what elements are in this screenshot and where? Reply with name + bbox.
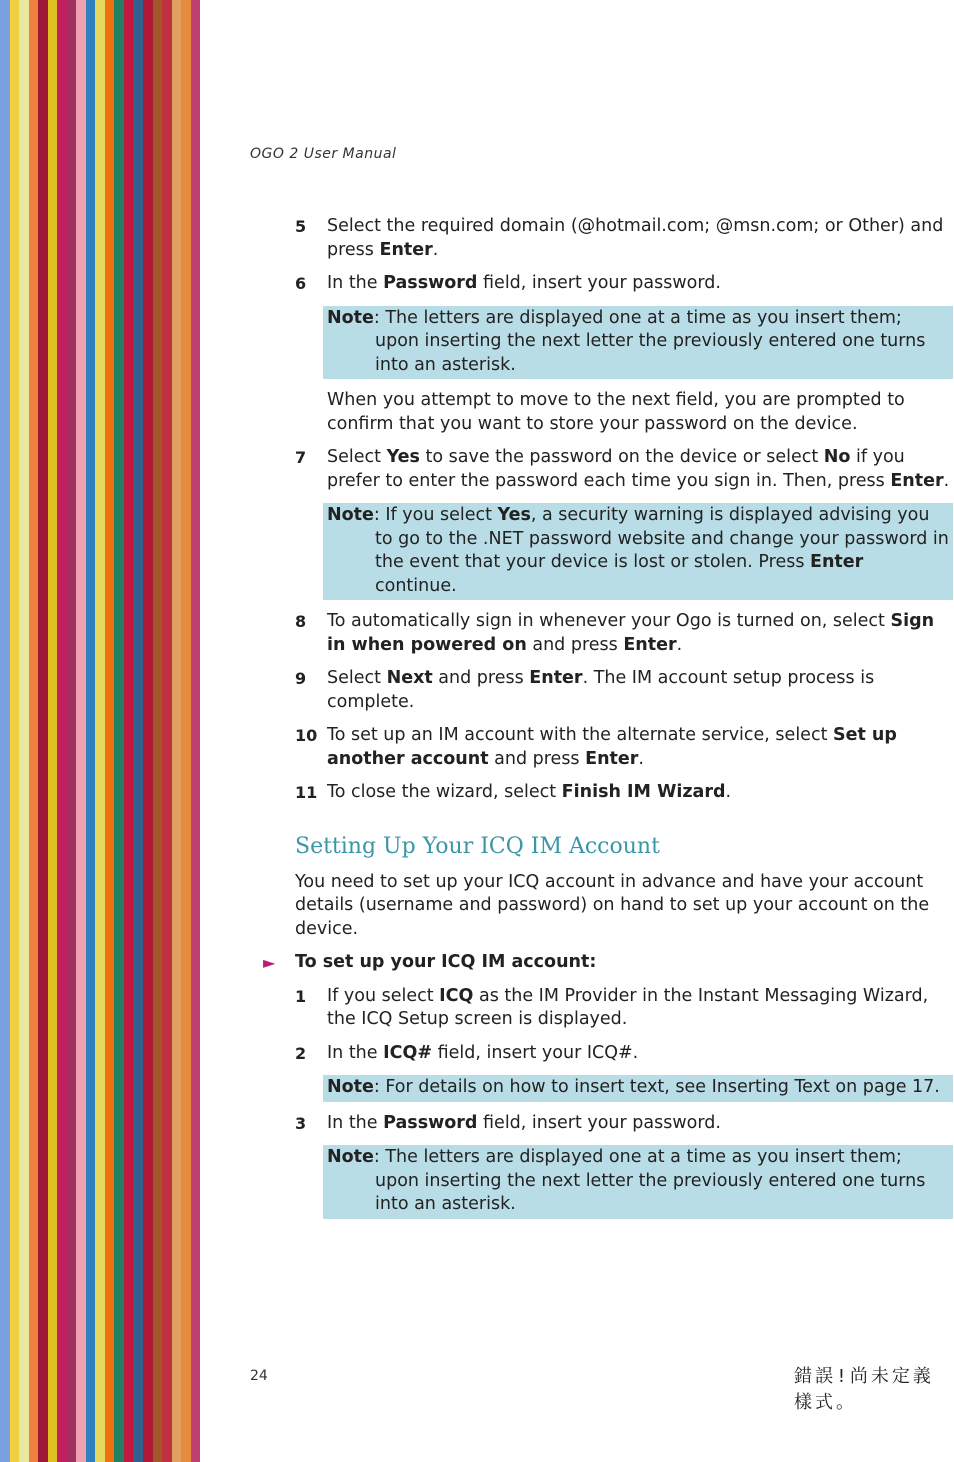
text-run: : If you select [373, 505, 498, 525]
step-number: 10 [295, 726, 318, 745]
stripe [0, 0, 10, 1462]
stripe [10, 0, 20, 1462]
text-run: and press [526, 634, 624, 655]
bold-term: Finish IM Wizard [561, 782, 726, 802]
stripe [191, 0, 201, 1462]
procedure-title [263, 951, 953, 975]
page-number: 24 [250, 1368, 268, 1384]
text-run: and press [432, 668, 530, 688]
step-item [295, 1042, 953, 1066]
running-header: OGO 2 User Manual [250, 146, 397, 162]
note-box [323, 503, 953, 600]
bold-term: Enter [810, 552, 864, 572]
step-item [295, 215, 953, 262]
step-number: 5 [295, 217, 307, 236]
text-run: field, insert your ICQ#. [432, 1042, 639, 1063]
note-label: Note [327, 1147, 374, 1167]
text-run: , a security warning is displayed advising you to go to the .NET password website and change your password in the event that your device is lost or stolen. Press [375, 505, 949, 572]
steps-group-b [295, 610, 953, 805]
bold-term: Enter [890, 470, 944, 491]
note-label: Note [327, 307, 374, 328]
text-run: To automatically sign in whenever your Ogo is turned on, select [327, 611, 891, 631]
note-box [323, 1075, 953, 1102]
step-item [295, 446, 953, 493]
text-run: Select the required domain (@hotmail.com; @msn.com; or Other) and press [327, 216, 944, 260]
stripe [162, 0, 172, 1462]
text-run: . [638, 748, 644, 769]
bold-term: Enter [623, 634, 677, 655]
procedure-title-text: To set up your ICQ IM account: [295, 952, 597, 972]
step-text [327, 667, 953, 714]
footer-error-text: 錯誤!尚未定義樣式。 [794, 1366, 934, 1413]
section-intro: You need to set up your ICQ account in advance and have your account details (username and password) on hand to set up your account on the device. [295, 871, 930, 939]
step-3 [295, 1112, 953, 1136]
text-run: In the [327, 1042, 384, 1063]
stripe [172, 0, 182, 1462]
text-run: field, insert your password. [477, 1112, 721, 1133]
bold-term: Sign in when powered on [327, 611, 935, 655]
confirm-paragraph: When you attempt to move to the next field, you are prompted to confirm that you want to store your password on the device. [327, 390, 905, 434]
stripe [67, 0, 77, 1462]
stripe [76, 0, 86, 1462]
step-item [295, 610, 953, 657]
text-run: . [725, 782, 732, 802]
step-item [295, 985, 953, 1032]
stripe [114, 0, 124, 1462]
stripe [48, 0, 58, 1462]
bold-term: Set up another account [327, 725, 897, 769]
stripe [124, 0, 134, 1462]
text-run: . The IM account setup process is complete. [327, 668, 875, 712]
step-text [327, 610, 953, 657]
step-text [327, 724, 953, 771]
security-note-text [327, 504, 949, 598]
text-run: if you prefer to enter the password each time you sign in. Then, press [327, 447, 905, 491]
stripe [95, 0, 105, 1462]
text-run: Select [327, 447, 387, 467]
text-run: In the [327, 1112, 384, 1133]
step-number: 3 [295, 1113, 307, 1133]
step-number: 6 [295, 274, 307, 293]
text-run: If you select [327, 985, 440, 1006]
text-run: To set up an IM account with the alternate service, select [327, 725, 833, 745]
step-text [327, 272, 953, 296]
step-number: 8 [295, 612, 307, 631]
step-item [295, 781, 953, 805]
section-heading: Setting Up Your ICQ IM Account [295, 833, 660, 859]
step-number: 2 [295, 1043, 307, 1063]
bold-term: Enter [529, 668, 583, 688]
text-run: Select [327, 668, 387, 688]
step-number: 11 [295, 783, 318, 802]
text-run: . [432, 239, 439, 260]
step-item [295, 667, 953, 714]
text-run: continue. [375, 575, 457, 596]
note-label: Note [327, 1077, 374, 1097]
bold-term: Note [327, 505, 374, 525]
step-text [327, 446, 953, 493]
stripe [105, 0, 115, 1462]
stripe [181, 0, 191, 1462]
decorative-stripes [0, 0, 200, 1462]
text-run: and press [488, 748, 586, 769]
step-text [327, 985, 953, 1032]
bold-term: No [823, 447, 851, 467]
note-text: : For details on how to insert text, see Inserting Text on page 17. [373, 1077, 940, 1097]
step-number: 9 [295, 669, 307, 688]
text-run: field, insert your password. [477, 273, 721, 293]
stripe [57, 0, 67, 1462]
step-text [327, 1042, 953, 1066]
bold-term: Next [386, 668, 433, 688]
stripe [19, 0, 29, 1462]
page-content [263, 215, 953, 1229]
stripe [153, 0, 163, 1462]
note-text: : The letters are displayed one at a time as you insert them; upon inserting the next letter the previously entered one turns into an asterisk. [373, 1147, 926, 1214]
bold-term: Enter [585, 748, 639, 769]
step-item [295, 272, 953, 296]
text-run: as the IM Provider in the Instant Messaging Wizard, the ICQ Setup screen is displayed. [327, 985, 929, 1029]
note-box [323, 1145, 953, 1219]
step-number: 1 [295, 986, 307, 1006]
step-item [295, 724, 953, 771]
note-box [323, 306, 953, 380]
text-run: In the [327, 273, 384, 293]
note-text: : The letters are displayed one at a time as you insert them; upon inserting the next letter the previously entered one turns into an asterisk. [373, 307, 926, 375]
steps-group-a [295, 215, 953, 296]
text-run: To close the wizard, select [327, 782, 562, 802]
text-run: to save the password on the device or select [419, 447, 824, 467]
stripe [86, 0, 96, 1462]
bold-term: ICQ [439, 985, 474, 1006]
step-number: 7 [295, 448, 307, 467]
stripe [29, 0, 39, 1462]
steps-group-c [295, 985, 953, 1066]
arrow-right-icon: ► [263, 953, 276, 972]
text-run: . [676, 634, 683, 655]
step-7 [295, 446, 953, 493]
step-text [327, 215, 953, 262]
bold-term: Yes [497, 505, 531, 525]
stripe [38, 0, 48, 1462]
bold-term: Password [383, 1112, 478, 1133]
stripe [133, 0, 143, 1462]
bold-term: Password [383, 273, 478, 293]
bold-term: Enter [379, 239, 433, 260]
step-item [295, 1112, 953, 1136]
stripe [143, 0, 153, 1462]
bold-term: Yes [386, 447, 420, 467]
step-text [327, 781, 953, 805]
step-text [327, 1112, 953, 1136]
bold-term: ICQ# [383, 1042, 433, 1063]
text-run: . [943, 470, 950, 491]
